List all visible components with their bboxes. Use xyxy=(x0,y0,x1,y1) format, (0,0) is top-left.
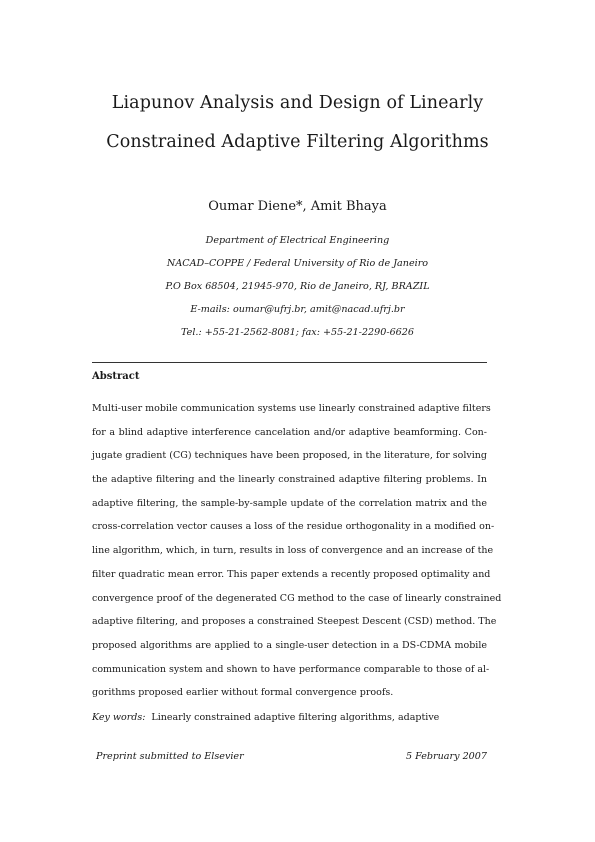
abstract-line: communication system and shown to have performance comparable to those of al- xyxy=(92,663,490,675)
abstract-line: convergence proof of the degenerated CG method to the case of linearly constrained xyxy=(92,592,502,604)
abstract-line: for a blind adaptive interference cancelation and/or adaptive beamforming. Con- xyxy=(92,426,487,438)
abstract-body xyxy=(92,402,502,710)
footer-preprint-note: Preprint submitted to Elsevier xyxy=(96,751,244,762)
keywords xyxy=(92,712,439,723)
abstract-line: the adaptive filtering and the linearly constrained adaptive filtering problems. In xyxy=(92,474,487,486)
affiliation-address: P.O Box 68504, 21945-970, Rio de Janeiro, RJ, BRAZIL xyxy=(165,281,430,292)
footer-date: 5 February 2007 xyxy=(405,751,487,762)
abstract-line: adaptive filtering, the sample-by-sample update of the correlation matrix and the xyxy=(92,497,487,509)
paper-title-line-2: Constrained Adaptive Filtering Algorithms xyxy=(106,132,489,152)
abstract-heading: Abstract xyxy=(92,371,140,382)
keywords-text: Linearly constrained adaptive filtering algorithms, adaptive xyxy=(151,712,440,723)
abstract-line: adaptive filtering, and proposes a constrained Steepest Descent (CSD) method. The xyxy=(92,616,497,628)
abstract-line: Multi-user mobile communication systems use linearly constrained adaptive filters xyxy=(92,403,491,414)
abstract-line: proposed algorithms are applied to a single-user detection in a DS-CDMA mobile xyxy=(92,639,487,651)
author-list: Oumar Diene*, Amit Bhaya xyxy=(208,199,387,214)
abstract-line: line algorithm, which, in turn, results in loss of convergence and an increase of the xyxy=(92,545,494,557)
affiliation-institution: NACAD–COPPE / Federal University of Rio de Janeiro xyxy=(166,258,429,269)
affiliation-phone: Tel.: +55-21-2562-8081; fax: +55-21-2290-6626 xyxy=(181,327,414,338)
abstract-line: filter quadratic mean error. This paper extends a recently proposed optimality and xyxy=(92,568,491,580)
abstract-line: jugate gradient (CG) techniques have been proposed, in the literature, for solving xyxy=(92,450,487,462)
abstract-divider xyxy=(92,362,487,363)
abstract-line: cross-correlation vector causes a loss of the residue orthogonality in a modified on- xyxy=(92,521,495,533)
abstract-line: gorithms proposed earlier without formal convergence proofs. xyxy=(92,687,394,699)
affiliation-department: Department of Electrical Engineering xyxy=(205,235,390,246)
affiliation-emails: E-mails: oumar@ufrj.br, amit@nacad.ufrj.br xyxy=(190,304,405,315)
keywords-label: Key words: xyxy=(92,712,146,723)
paper-title-line-1: Liapunov Analysis and Design of Linearly xyxy=(111,93,484,113)
